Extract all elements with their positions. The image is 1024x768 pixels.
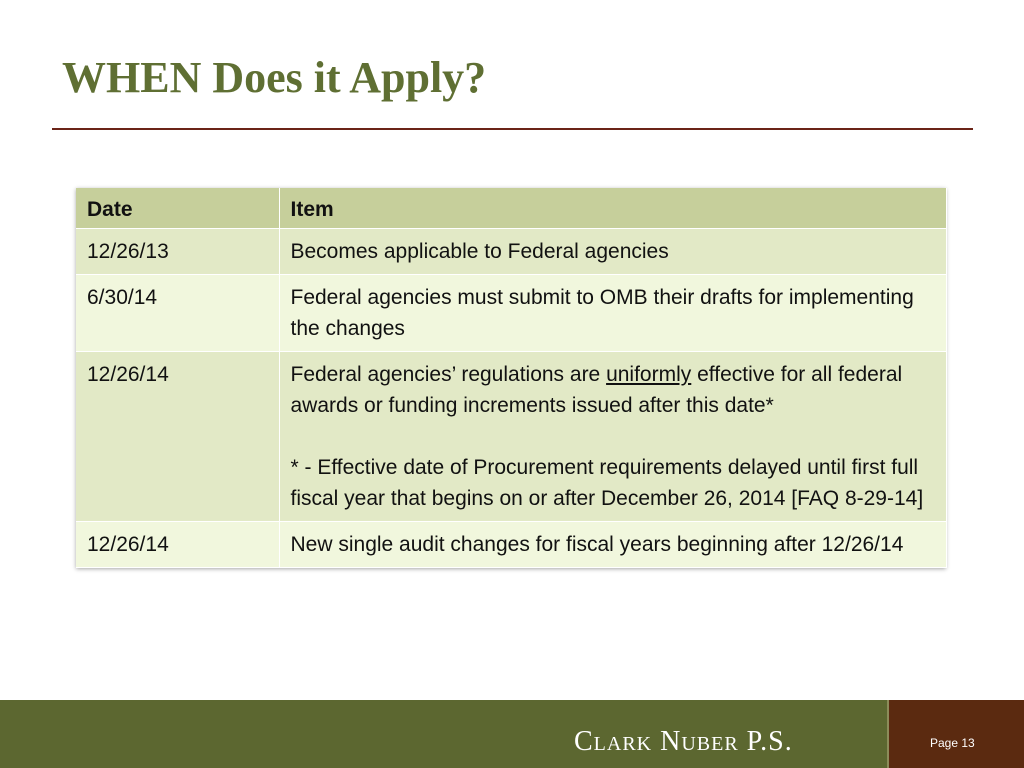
table-row [76, 275, 946, 352]
row-item: Becomes applicable to Federal agencies [279, 229, 946, 275]
schedule-table-container [76, 188, 946, 568]
row-date: 12/26/14 [76, 352, 279, 522]
header-date: Date [76, 188, 279, 229]
row-date: 12/26/13 [76, 229, 279, 275]
row-item: Federal agencies must submit to OMB their drafts for implementing the changes [279, 275, 946, 352]
footer-page-panel [889, 700, 1024, 768]
row-item-text-before: Federal agencies’ regulations are [290, 363, 607, 386]
row-date: 12/26/14 [76, 522, 279, 568]
title-divider [52, 128, 973, 130]
footer-bar [0, 700, 1024, 768]
table-row [76, 522, 946, 568]
row-item-text-after: effective for all federal awards or funding increments issued after this date* [290, 363, 903, 417]
brand-logo-text: Clark Nuber P.S. [574, 726, 793, 757]
slide-title: WHEN Does it Apply? [62, 53, 487, 102]
schedule-table [76, 188, 947, 568]
table-header-row [76, 188, 946, 229]
row-item [279, 352, 946, 522]
header-item: Item [279, 188, 946, 229]
table-row [76, 352, 946, 522]
row-item-footnote: * - Effective date of Procurement requirements delayed until first full fiscal year that begins on or after December 26, 2014 [FAQ 8-29-14] [290, 456, 924, 510]
page-number: Page 13 [930, 736, 975, 750]
row-item: New single audit changes for fiscal years beginning after 12/26/14 [279, 522, 946, 568]
row-item-emphasis: uniformly [606, 363, 692, 386]
table-row [76, 229, 946, 275]
row-date: 6/30/14 [76, 275, 279, 352]
